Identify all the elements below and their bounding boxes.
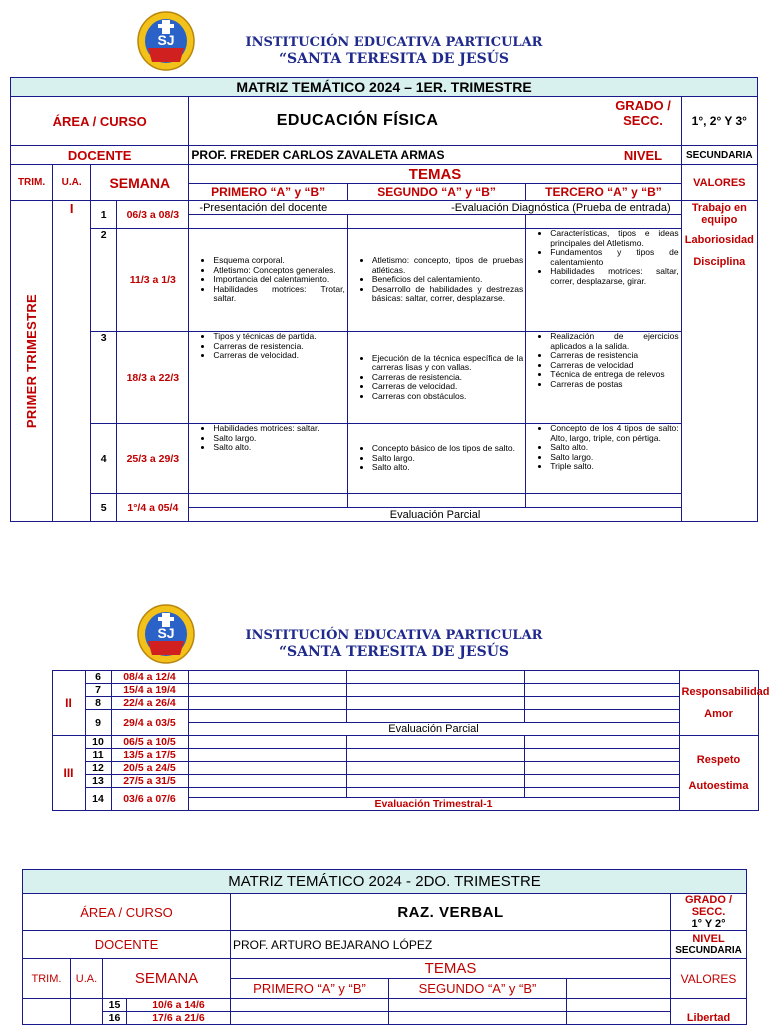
empty-cell	[188, 710, 346, 723]
empty-cell	[188, 697, 346, 710]
grado-label: GRADO / SECC.	[684, 894, 733, 918]
week-num: 7	[85, 684, 111, 697]
empty-cell	[189, 215, 347, 229]
area-label: ÁREA / CURSO	[11, 97, 189, 146]
ua-ii: II	[52, 671, 85, 736]
title-3-text: MATRIZ TEMÁTICO 2024 - 2DO. TRIMESTRE	[228, 873, 541, 890]
topic-item: • Salto largo.	[372, 454, 523, 464]
topic-item: • Ejecución de la técnica específica de la carreras lisas y con vallas.	[372, 354, 523, 373]
topics-w3-c2	[347, 332, 525, 424]
topics-w3-c3	[526, 332, 681, 424]
area-value: EDUCACIÓN FÍSICA	[189, 97, 526, 146]
week-dates: 13/5 a 17/5	[111, 749, 188, 762]
topic-item: • Atletismo: Conceptos generales.	[213, 266, 344, 276]
values-cell	[681, 201, 757, 522]
topic-item: • Habilidades motrices: Trotar, saltar.	[213, 285, 344, 304]
grado-value: 1° Y 2°	[691, 918, 726, 930]
empty-cell	[347, 494, 525, 508]
col-primero: PRIMERO “A” y “B”	[231, 979, 389, 999]
week-dates: 06/5 a 10/5	[111, 736, 188, 749]
topics-w4-c1	[189, 424, 347, 494]
topic-item: • Esquema corporal.	[213, 256, 344, 266]
topic-item: • Carreras de postas	[550, 380, 678, 390]
empty-cell	[346, 736, 524, 749]
empty-cell	[188, 671, 346, 684]
empty-cell	[346, 749, 524, 762]
empty-cell	[389, 1012, 567, 1025]
week-dates: 11/3 a 1/3	[117, 229, 189, 332]
nivel-label: NIVEL	[692, 932, 725, 945]
institution-header	[200, 627, 588, 661]
empty-cell	[524, 684, 679, 697]
area-value: RAZ. VERBAL	[231, 894, 671, 931]
topics-w2-c2	[347, 229, 525, 332]
grado-cell	[671, 894, 747, 931]
trimester-name: PRIMER TRIMESTRE	[24, 293, 40, 429]
eval-parcial-1: Evaluación Parcial	[189, 508, 681, 522]
matrix-table-1	[10, 77, 758, 522]
week-num: 12	[85, 762, 111, 775]
week-dates: 25/3 a 29/3	[117, 424, 189, 494]
values-cell-ii	[679, 671, 770, 736]
empty-cell	[189, 494, 347, 508]
nivel-value: SECUNDARIA	[675, 944, 742, 956]
topics-w2-c1	[189, 229, 347, 332]
col-segundo: SEGUNDO “A” y “B”	[347, 184, 525, 201]
topic-item: • Importancia del calentamiento.	[213, 275, 344, 285]
topic-item: • Carreras con obstáculos.	[372, 392, 523, 402]
docente-value: PROF. ARTURO BEJARANO LÓPEZ	[231, 931, 671, 959]
institution-line1: INSTITUCIÓN EDUCATIVA PARTICULAR	[245, 628, 543, 643]
empty-cell	[188, 762, 346, 775]
topic-item: • Carreras de velocidad	[550, 361, 678, 371]
topic-item: • Carreras de velocidad.	[372, 382, 523, 392]
empty-cell	[524, 775, 679, 788]
ua-header: U.A.	[53, 165, 91, 201]
topic-item: • Carreras de resistencia	[550, 351, 678, 361]
empty-cell	[188, 749, 346, 762]
valores-header: VALORES	[681, 165, 757, 201]
week-num: 2	[91, 229, 117, 332]
topics-w4-c2	[347, 424, 525, 494]
empty-cell	[346, 697, 524, 710]
matrix-table-2	[10, 670, 770, 811]
institution-header	[200, 34, 588, 68]
topic-item: • Salto largo.	[213, 434, 344, 444]
logo-text: SJ	[157, 625, 175, 641]
week-num: 4	[91, 424, 117, 494]
topic-item: • Concepto básico de los tipos de salto.	[372, 444, 523, 454]
ua-header: U.A.	[71, 959, 103, 999]
topic-item: • Salto alto.	[372, 463, 523, 473]
intro-left: -Presentación del docente	[199, 201, 328, 214]
empty-cell	[188, 775, 346, 788]
empty-cell	[346, 775, 524, 788]
week-num: 11	[85, 749, 111, 762]
value-libertad: Libertad	[671, 999, 747, 1025]
topic-item: • Atletismo: concepto, tipos de pruebas atléticas.	[372, 256, 523, 275]
value-responsabilidad: Responsabilidad	[681, 686, 770, 698]
empty-cell	[524, 736, 679, 749]
week-dates: 17/6 a 21/6	[127, 1012, 231, 1025]
week-num: 5	[91, 494, 117, 522]
week-dates: 15/4 a 19/4	[111, 684, 188, 697]
topics-w3-c1	[189, 332, 347, 424]
empty-cell	[526, 215, 681, 229]
topic-item: • Salto largo.	[550, 453, 678, 463]
week-dates: 1°/4 a 05/4	[117, 494, 189, 522]
week-num: 6	[85, 671, 111, 684]
topic-item: • Técnica de entrega de relevos	[550, 370, 678, 380]
trim-header: TRIM.	[11, 165, 53, 201]
topic-item: • Triple salto.	[550, 462, 678, 472]
topic-item: • Tipos y técnicas de partida.	[213, 332, 344, 342]
topic-item: • Habilidades motrices: saltar.	[213, 424, 344, 434]
nivel-value: SECUNDARIA	[681, 146, 757, 165]
empty-cell	[231, 1012, 389, 1025]
topic-item: • Carreras de resistencia.	[372, 373, 523, 383]
week-num: 8	[85, 697, 111, 710]
topic-item: • Carreras de velocidad.	[213, 351, 344, 361]
empty-cell	[10, 671, 52, 811]
temas-header: TEMAS	[189, 165, 681, 184]
empty-cell	[188, 788, 346, 798]
intro-row	[189, 201, 681, 215]
empty-cell	[231, 999, 389, 1012]
week-num: 16	[103, 1012, 127, 1025]
week-dates: 27/5 a 31/5	[111, 775, 188, 788]
empty-cell	[188, 684, 346, 697]
empty-cell	[23, 999, 71, 1025]
topic-item: • Beneficios del calentamiento.	[372, 275, 523, 285]
week-num: 3	[91, 332, 117, 424]
topic-item: • Carreras de resistencia.	[213, 342, 344, 352]
topics-w2-c3	[526, 229, 681, 332]
intro-right: -Evaluación Diagnóstica (Prueba de entrada)	[451, 201, 671, 214]
ua-cell: I	[53, 201, 91, 522]
grado-label: GRADO / SECC.	[615, 98, 671, 128]
empty-cell	[346, 710, 524, 723]
empty-cell	[346, 762, 524, 775]
empty-cell	[346, 684, 524, 697]
empty-cell	[524, 710, 679, 723]
week-dates: 22/4 a 26/4	[111, 697, 188, 710]
topic-item: • Fundamentos y tipos de calentamiento	[550, 248, 678, 267]
nivel-cell	[671, 931, 747, 959]
empty-cell	[567, 999, 671, 1012]
week-dates: 18/3 a 22/3	[117, 332, 189, 424]
topic-item: • Desarrollo de habilidades y destrezas básicas: saltar, correr, desplazarse.	[372, 285, 523, 304]
empty-cell	[346, 788, 524, 798]
week-num: 13	[85, 775, 111, 788]
empty-cell	[389, 999, 567, 1012]
value-amor: Amor	[704, 708, 733, 720]
week-num: 1	[91, 201, 117, 229]
week-dates: 03/6 a 07/6	[111, 788, 188, 811]
value-disciplina: Disciplina	[693, 256, 746, 268]
eval-trimestral: Evaluación Trimestral-1	[188, 798, 679, 811]
value-autoestima: Autoestima	[688, 780, 749, 792]
trim-header: TRIM.	[23, 959, 71, 999]
empty-cell	[524, 788, 679, 798]
semana-header: SEMANA	[103, 959, 231, 999]
value-respeto: Respeto	[696, 754, 741, 766]
week-dates: 10/6 a 14/6	[127, 999, 231, 1012]
docente-label: DOCENTE	[23, 931, 231, 959]
empty-cell	[567, 979, 671, 999]
trimester-cell	[11, 201, 53, 522]
title-3	[23, 870, 747, 894]
institution-line1: INSTITUCIÓN EDUCATIVA PARTICULAR	[245, 35, 543, 50]
value-laboriosidad: Laboriosidad	[684, 234, 754, 246]
area-label: ÁREA / CURSO	[23, 894, 231, 931]
topic-item: • Salto alto.	[213, 443, 344, 453]
empty-cell	[71, 999, 103, 1025]
topic-item: • Realización de ejercicios aplicados a la salida.	[550, 332, 678, 351]
eval-parcial-2: Evaluación Parcial	[188, 723, 679, 736]
value-trabajo: Trabajo en equipo	[691, 202, 747, 226]
institution-line2: “SANTA TERESITA DE JESÚS	[278, 51, 510, 67]
col-primero: PRIMERO “A” y “B”	[189, 184, 347, 201]
empty-cell	[524, 749, 679, 762]
logo-text: SJ	[157, 32, 175, 48]
empty-cell	[526, 494, 681, 508]
empty-cell	[524, 671, 679, 684]
matrix-table-3	[22, 869, 747, 1025]
week-dates: 06/3 a 08/3	[117, 201, 189, 229]
nivel-label: NIVEL	[623, 148, 663, 163]
week-num: 15	[103, 999, 127, 1012]
empty-cell	[347, 215, 525, 229]
topic-item: • Habilidades motrices: saltar, correr, desplazarse, girar.	[550, 267, 678, 286]
docente-label: DOCENTE	[11, 146, 189, 165]
values-cell-iii	[679, 736, 758, 811]
semana-header: SEMANA	[91, 165, 189, 201]
col-segundo: SEGUNDO “A” y “B”	[389, 979, 567, 999]
valores-header: VALORES	[671, 959, 747, 999]
week-dates: 29/4 a 03/5	[111, 710, 188, 736]
topics-w4-c3	[526, 424, 681, 494]
week-dates: 20/5 a 24/5	[111, 762, 188, 775]
week-num: 9	[85, 710, 111, 736]
grado-value: 1°, 2° Y 3°	[681, 97, 757, 146]
empty-cell	[567, 1012, 671, 1025]
topic-item: • Características, tipos e ideas principales del Atletismo.	[550, 229, 678, 248]
temas-header: TEMAS	[231, 959, 671, 979]
topic-item: • Concepto de los 4 tipos de salto: Alto, largo, triple, con pértiga.	[550, 424, 678, 443]
empty-cell	[524, 762, 679, 775]
empty-cell	[188, 736, 346, 749]
institution-line2: “SANTA TERESITA DE JESÚS	[278, 644, 510, 660]
week-num: 10	[85, 736, 111, 749]
ua-iii: III	[52, 736, 85, 811]
docente-value: PROF. FREDER CARLOS ZAVALETA ARMAS	[189, 146, 681, 165]
topic-item: • Salto alto.	[550, 443, 678, 453]
empty-cell	[346, 671, 524, 684]
title-1: MATRIZ TEMÁTICO 2024 – 1ER. TRIMESTRE	[11, 78, 758, 97]
col-tercero: TERCERO “A” y “B”	[526, 184, 681, 201]
week-num: 14	[85, 788, 111, 811]
week-dates: 08/4 a 12/4	[111, 671, 188, 684]
empty-cell	[524, 697, 679, 710]
